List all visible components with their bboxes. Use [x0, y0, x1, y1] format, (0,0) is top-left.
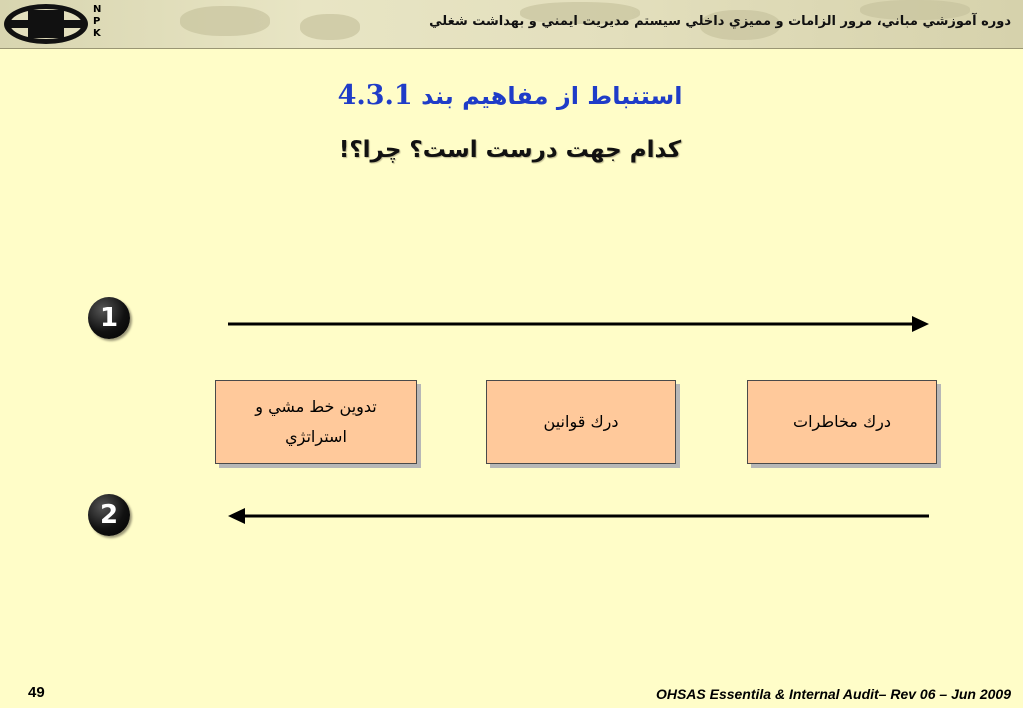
- arrow-right-icon: [228, 316, 929, 332]
- badge-2-icon: 2: [88, 494, 130, 536]
- logo-letter-k: K: [93, 28, 101, 39]
- box-laws-label: درك قوانين: [543, 412, 619, 431]
- box-policy-line-1: تدوين خط مشي و: [255, 397, 377, 416]
- box-policy-strategy: [215, 380, 417, 464]
- box-hazards: [747, 380, 937, 464]
- slide-title-text: استنباط از مفاهيم بند: [421, 82, 683, 110]
- box-hazards-label: درك مخاطرات: [793, 412, 891, 431]
- logo-letter-p: P: [93, 16, 101, 27]
- page-number: 49: [28, 684, 45, 701]
- arrow-left-icon: [228, 508, 929, 524]
- question-heading: كدام جهت درست است؟ چرا؟!: [338, 137, 682, 163]
- course-title: دوره آموزشي مباني، مرور الزامات و مميزي داخلي سيستم مديريت ايمني و بهداشت شغلي: [429, 14, 1011, 29]
- box-laws: [486, 380, 676, 464]
- box-policy-line-2: استراتژي: [285, 427, 347, 446]
- badge-1-icon: 1: [88, 297, 130, 339]
- logo-letter-n: N: [93, 4, 102, 15]
- clause-number: 4.3.1: [337, 80, 413, 111]
- footer-course-info: OHSAS Essentila & Internal Audit– Rev 06 – Jun 2009: [655, 686, 1011, 702]
